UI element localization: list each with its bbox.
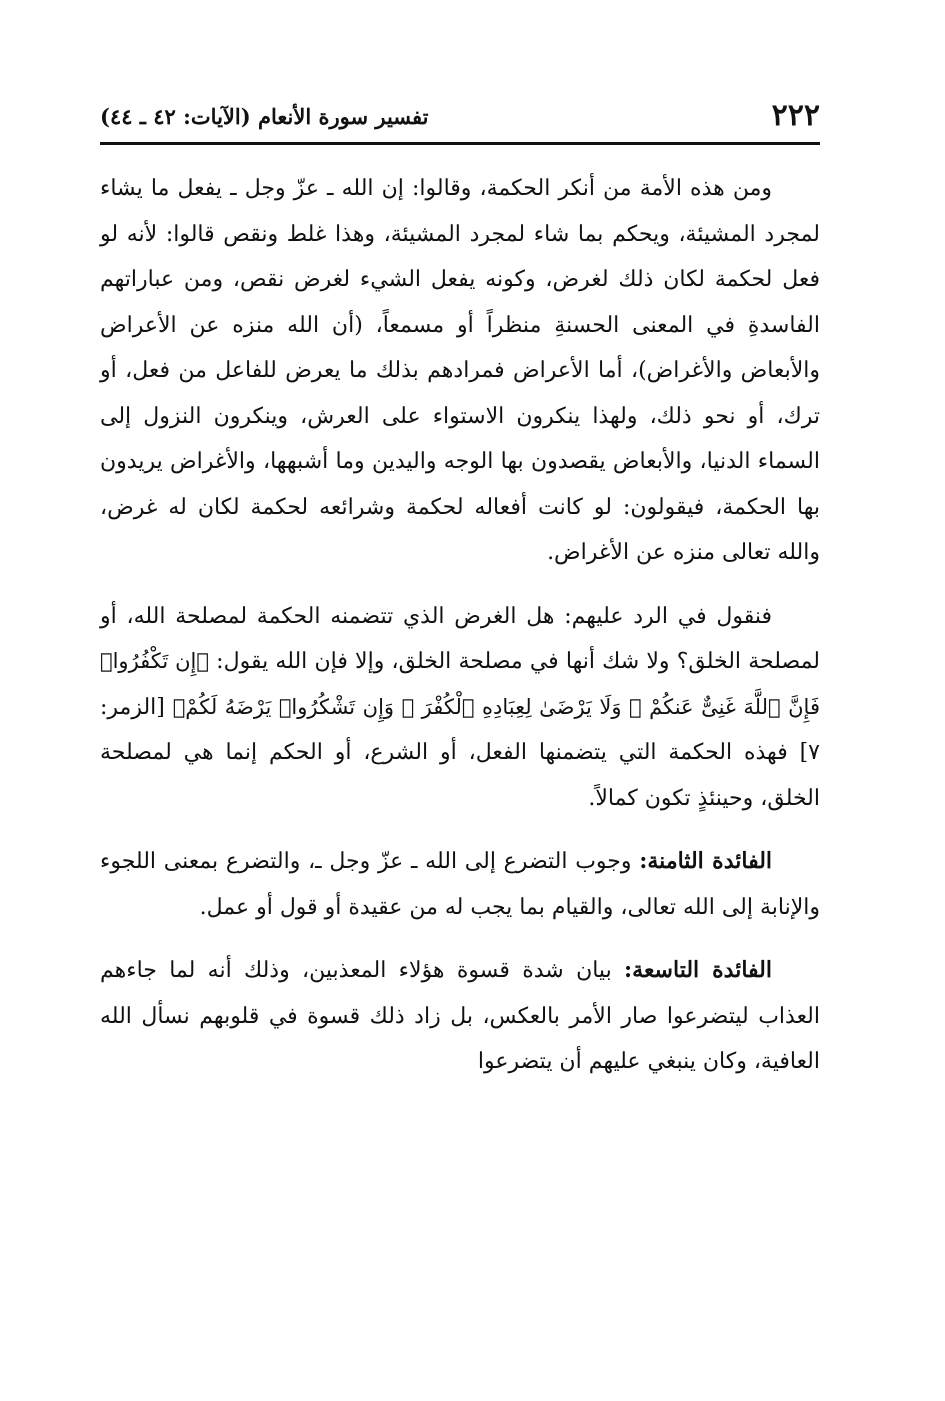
paragraph-wisdom-denial [100,166,820,576]
header-rule [100,142,820,145]
paragraph-benefit-nine [100,948,820,1085]
paragraph-text: بيان شدة قسوة هؤلاء المعذبين، وذلك أنه لما جاءهم العذاب ليتضرعوا صار الأمر بالعكس، بل زاد ذلك قسوة في قلوبهم نسأل الله العافية، وكان ينبغي عليهم أن يتضرعوا [100,958,820,1074]
quran-verse: ﴿إِن تَكْفُرُوا۟ فَإِنَّ ٱللَّهَ غَنِىٌّ عَنكُمْ ۖ وَلَا يَرْضَىٰ لِعِبَادِهِ ٱلْكُفْرَ ۖ وَإِن تَشْكُرُوا۟ يَرْضَهُ لَكُمْ﴾ [100,649,820,719]
paragraph-text-before-verse: فنقول في الرد عليهم: هل الغرض الذي تتضمنه الحكمة لمصلحة الله، أو لمصلحة الخلق؟ ولا شك أنها في مصلحة الخلق، وإلا فإن الله يقول: [100,603,821,674]
benefit-heading: الفائدة التاسعة: [624,957,772,983]
paragraph-benefit-eight [100,839,820,930]
paragraph-text: وجوب التضرع إلى الله ـ عزّ وجل ـ، والتضرع بمعنى اللجوء والإنابة إلى الله تعالى، والقيام بما يجب له من عقيدة أو قول أو عمل. [100,849,820,920]
benefit-heading: الفائدة الثامنة: [639,848,773,874]
page-number: ٢٢٢ [771,98,820,133]
paragraph-text-after-verse: [الزمر: ٧] فهذه الحكمة التي يتضمنها الفعل، أو الشرع، أو الحكم إنما هي لمصلحة الخلق، وحينئذٍ تكون كمالاً. [100,694,820,811]
page-header [100,96,820,142]
paragraph-refutation [100,594,820,822]
page-body [100,166,820,1103]
running-title: تفسير سورة الأنعام (الآيات: ٤٢ ـ ٤٤) [100,104,429,129]
paragraph-text: ومن هذه الأمة من أنكر الحكمة، وقالوا: إن الله ـ عزّ وجل ـ يفعل ما يشاء لمجرد المشيئة، ويحكم بما شاء لمجرد المشيئة، وهذا غلط ونقص قالوا: لأنه لو فعل لحكمة لكان ذلك لغرض، وكونه يفعل الشيء لغرض نقص، ومن عباراتهم الفاسدةِ في المعنى الحسنةِ منظراً أو مسمعاً، (أن الله منزه عن الأعراض والأبعاض والأغراض)، أما الأعراض فمرادهم بذلك ما يعرض للفاعل من فعل، أو ترك، أو نحو ذلك، ولهذا ينكرون الاستواء على العرش، وينكرون النزول إلى السماء الدنيا، والأبعاض يقصدون بها الوجه واليدين وما أشبهها، والأغراض يريدون بها الحكمة، فيقولون: لو كانت أفعاله لحكمة وشرائعه لحكمة لكان له غرض، والله تعالى منزه عن الأغراض. [100,176,820,565]
